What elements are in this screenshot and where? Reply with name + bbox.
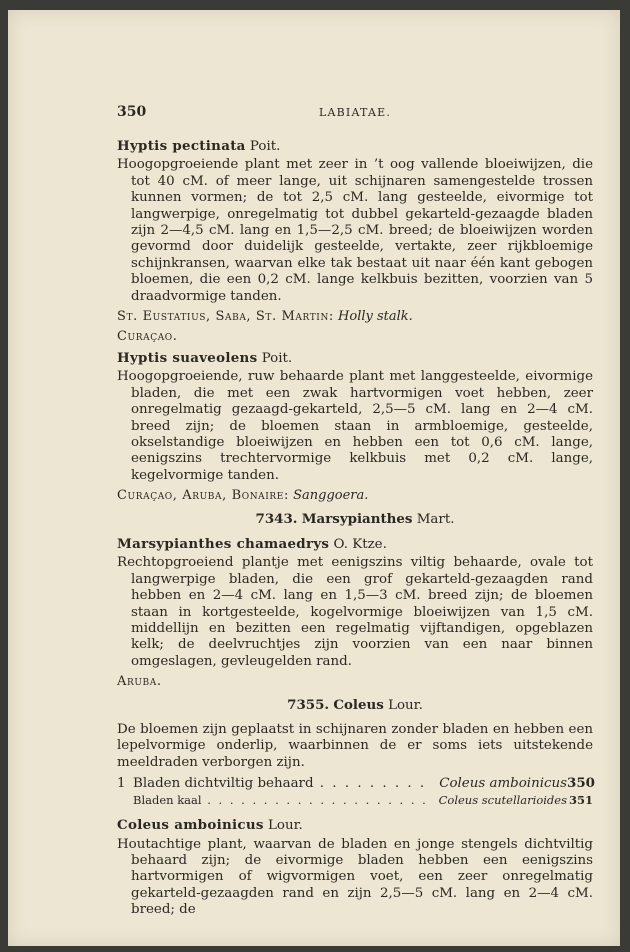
- species-heading: [117, 817, 593, 834]
- species-author: Poit.: [249, 139, 281, 154]
- genus-author: Mart.: [416, 511, 455, 527]
- vernacular-name: Sanggoera.: [293, 488, 369, 504]
- species-description: Houtachtige plant, waarvan de bladen en jonge stengels dichtviltig behaard zijn; de eivormige bladen hebben een eenigszins hartvormigen of wigvormigen voet, een zeer onregelmatig gekarteld-gezaagden rand en zijn 2,5—5 cM. lang en 2—4 cM. breed; de: [117, 836, 593, 918]
- species-author: Lour.: [267, 818, 303, 834]
- page-number: 350: [117, 104, 147, 120]
- species-name: Hyptis suaveolens: [117, 349, 258, 366]
- species-description: Hoogopgroeiende, ruw behaarde plant met langgesteelde, eivormige bladen, die met een zwak hartvormigen voet hebben, zeer onregelmatig gezaagd-gekarteld, 2,5—5 cM. lang en 2—4 cM. breed zijn; de bloemen staan in armbloemige, gesteelde, okselstandige bloeiwijzen en hebben een tot 0,6 cM. lange, eenigszins trechtervormige kelkbuis met 0,2 cM. lange, kegelvormige tanden.: [117, 369, 593, 483]
- species-name: Hyptis pectinata: [117, 138, 246, 154]
- running-header: [117, 100, 593, 122]
- localities: St. Eustatius, Saba, St. Martin:: [117, 309, 334, 325]
- species-heading: [117, 536, 593, 553]
- key-target: Coleus scutellarioides: [438, 793, 567, 808]
- species-heading: [117, 350, 593, 367]
- genus-number: 7355.: [287, 696, 330, 713]
- species-author: O. Ktze.: [333, 536, 387, 552]
- species-description: Rechtopgroeiend plantje met eenigszins viltig behaarde, ovale tot langwerpige bladen, die een grof gekarteld-gezaagden rand hebben en 2—4 cM. lang en 1,5—3 cM. breed zijn; de bloemen staan in kortgesteelde, kogelvormige bloeiwijzen van 1,5 cM. middellijn en bezitten een regelmatig vijftandigen, opgeblazen kelk; de deelvruchtjes zijn voorzien van een naar binnen omgeslagen, gevleugelden rand.: [117, 555, 593, 669]
- species-heading: [117, 138, 593, 155]
- genus-description: De bloemen zijn geplaatst in schijnaren zonder bladen en hebben een lepelvormige onderlip, waarbinnen de er soms iets uitstekende meeldraden verborgen zijn.: [117, 722, 593, 770]
- genus-heading: [117, 511, 593, 528]
- locality-line: [117, 488, 593, 504]
- key-lead: Bladen kaal . . .: [133, 792, 433, 808]
- genus-author: Lour.: [388, 697, 423, 713]
- locality-line: [117, 329, 593, 345]
- locality-line: [117, 309, 593, 325]
- genus-number: 7343.: [255, 510, 298, 527]
- species-author: Poit.: [261, 350, 293, 366]
- identification-key: [117, 775, 593, 809]
- vernacular-name: Holly stalk.: [338, 309, 413, 325]
- key-number: 1: [117, 776, 126, 792]
- key-page: 350: [567, 775, 595, 792]
- species-name: Marsypianthes chamaedrys: [117, 535, 330, 552]
- species-name: Coleus amboinicus: [117, 817, 264, 834]
- locality-line: [117, 674, 593, 690]
- key-row: [117, 792, 593, 809]
- localities: Curaçao, Aruba, Bonaire:: [117, 488, 289, 504]
- species-description: Hoogopgroeiende plant met zeer in ’t oog vallende bloeiwijzen, die tot 40 cM. of meer lange, uit schijnaren samengestelde trossen kunnen vormen; de tot 2,5 cM. lang gesteelde, eivormige tot langwerpige, onregelmatig tot dubbel gekarteld-gezaagde bladen zijn 2—4,5 cM. lang en 1,5—2,5 cM. breed; de bloeiwijzen worden gevormd door duidelijk gesteelde, vertakte, zeer rijkbloemige schijnkransen, waarvan elke tak bestaat uit naar één kant gebogen bloemen, die een 0,2 cM. lange kelkbuis bezitten, voorzien van 5 draadvormige tanden.: [117, 157, 593, 304]
- genus-name: Coleus: [333, 696, 384, 713]
- page-content: [117, 100, 593, 923]
- localities: Curaçao.: [117, 329, 178, 345]
- genus-heading: [117, 697, 593, 714]
- genus-name: Marsypianthes: [301, 510, 413, 527]
- section-title: LABIATAE.: [318, 106, 392, 119]
- key-lead: Bladen dichtviltig behaard . . .: [133, 776, 433, 792]
- key-target: Coleus amboinicus: [439, 776, 567, 792]
- key-page: 351: [568, 793, 593, 808]
- key-row: [117, 775, 593, 792]
- book-page: [8, 10, 620, 946]
- localities: Aruba.: [117, 674, 162, 690]
